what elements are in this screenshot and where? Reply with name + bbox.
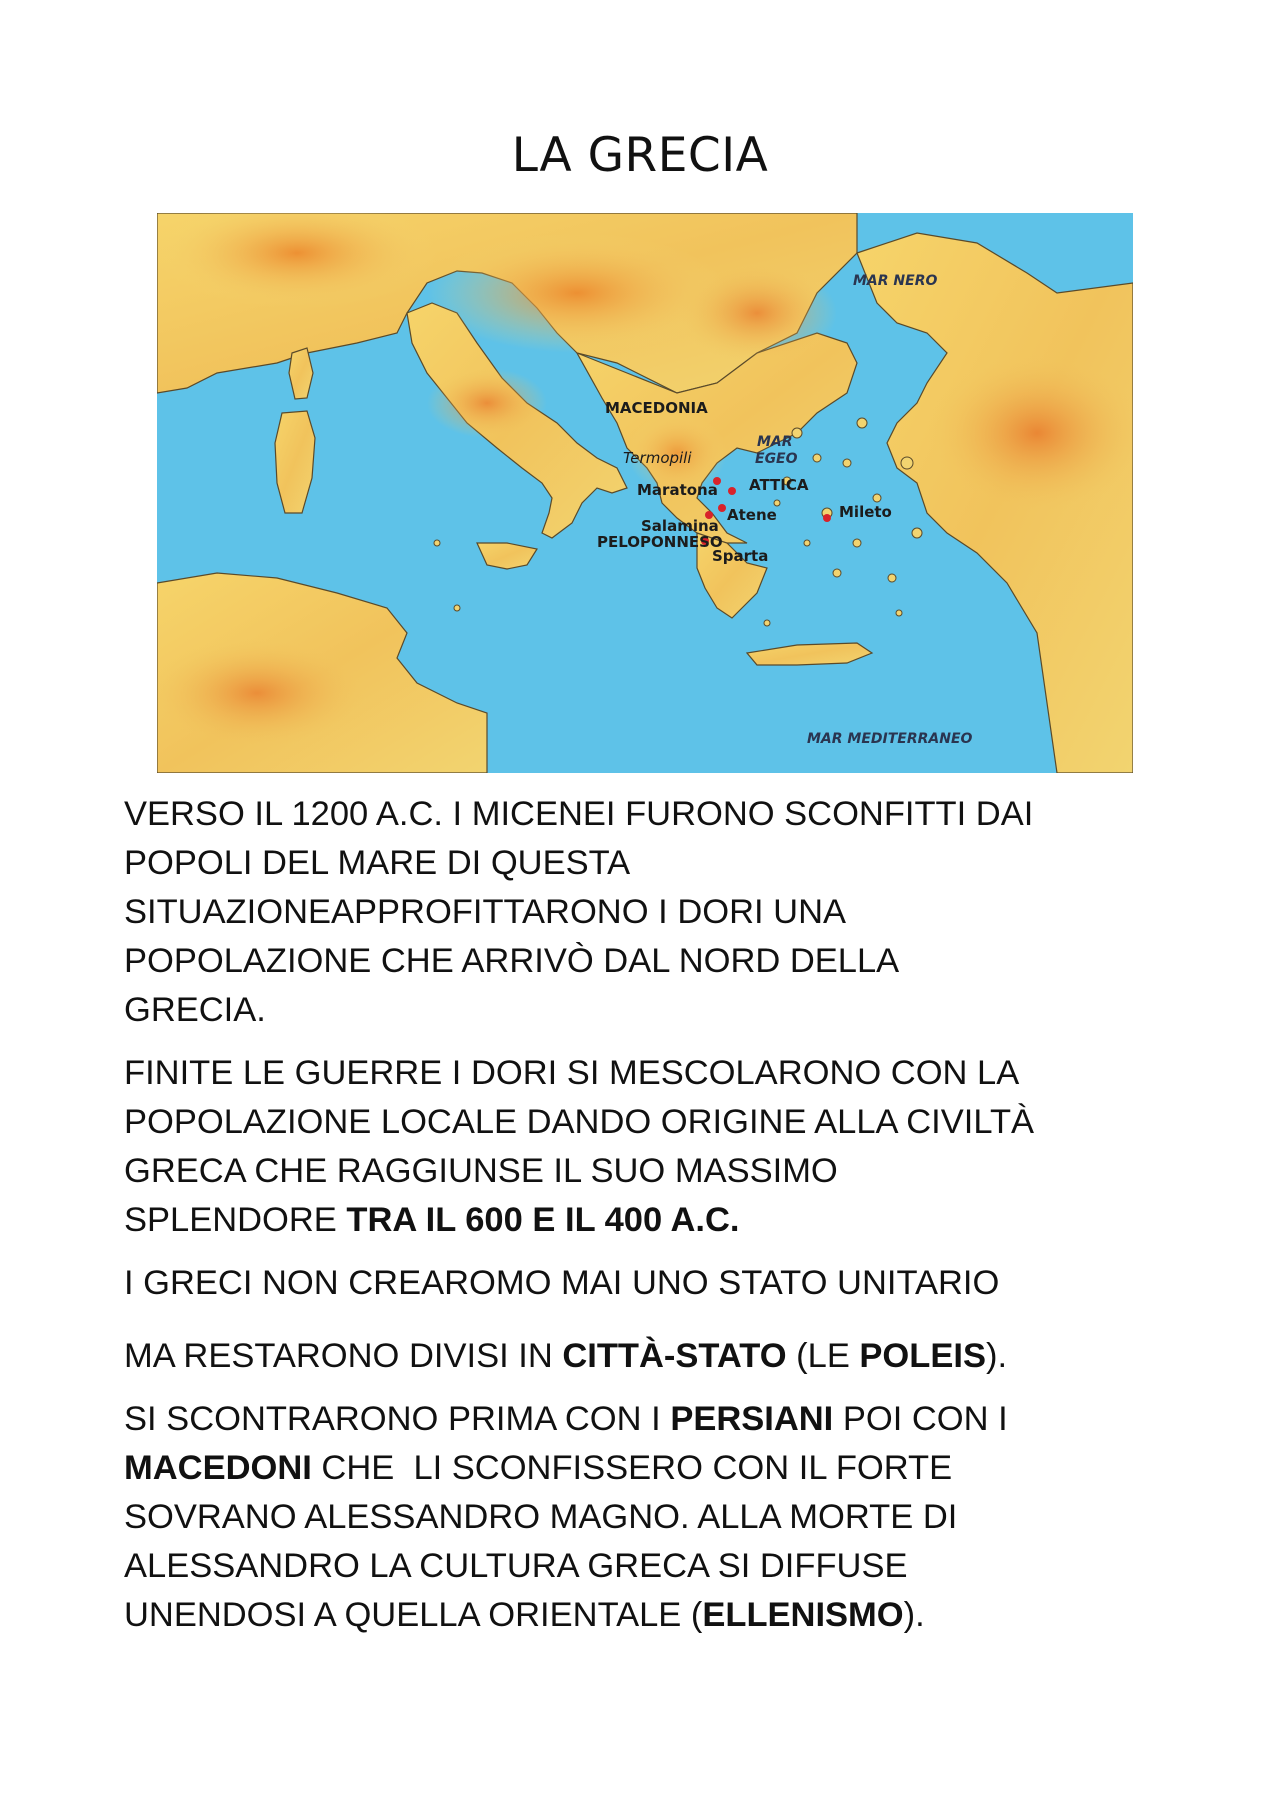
text-line: SOVRANO ALESSANDRO MAGNO. ALLA MORTE DI — [124, 1498, 958, 1536]
page-title: LA GRECIA — [511, 128, 769, 183]
text-line: POPOLAZIONE LOCALE DANDO ORIGINE ALLA CIVILTÀ — [124, 1103, 1035, 1141]
text-line: FINITE LE GUERRE I DORI SI MESCOLARONO CON LA — [124, 1054, 1020, 1092]
label-mar-mediterraneo: MAR MEDITERRANEO — [807, 731, 973, 747]
text-bold: CITTÀ-STATO — [562, 1337, 787, 1375]
text-line — [124, 1196, 1184, 1245]
map-greece — [157, 213, 1133, 773]
label-mileto: Mileto — [839, 503, 892, 521]
text-line — [124, 1591, 1184, 1640]
text-plain: POI CON I — [833, 1400, 1008, 1438]
paragraph-2 — [124, 1049, 1184, 1245]
label-atene: Atene — [727, 506, 777, 524]
text-bold: POLEIS — [859, 1337, 986, 1375]
paragraph-4 — [124, 1395, 1184, 1640]
text-line: VERSO IL 1200 A.C. I MICENEI FURONO SCONFITTI DAI — [124, 795, 1034, 833]
label-termopili: Termopili — [623, 449, 692, 467]
text-bold: TRA IL 600 E IL 400 A.C. — [346, 1201, 740, 1239]
text-line: ALESSANDRO LA CULTURA GRECA SI DIFFUSE — [124, 1547, 908, 1585]
label-mar-egeo-2: EGEO — [755, 451, 798, 467]
text-bold: MACEDONI — [124, 1449, 312, 1487]
text-bold: PERSIANI — [670, 1400, 834, 1438]
text-plain: UNENDOSI A QUELLA ORIENTALE ( — [124, 1596, 703, 1634]
paragraph-3 — [124, 1259, 1184, 1381]
body-text — [124, 790, 1184, 1654]
text-plain: ). — [903, 1596, 925, 1634]
label-mar-egeo-1: MAR — [757, 434, 793, 450]
text-line: POPOLI DEL MARE DI QUESTA — [124, 844, 631, 882]
label-salamina: Salamina — [641, 517, 719, 535]
text-line — [124, 1332, 1184, 1381]
text-line: I GRECI NON CREAROMO MAI UNO STATO UNITARIO — [124, 1264, 1000, 1302]
label-sparta: Sparta — [712, 547, 769, 565]
text-line — [124, 1444, 1184, 1493]
label-maratona: Maratona — [637, 481, 718, 499]
text-plain: (LE — [786, 1337, 860, 1375]
text-plain: MA RESTARONO DIVISI IN — [124, 1337, 563, 1375]
map-image — [157, 213, 1133, 773]
text-line: GRECIA. — [124, 991, 266, 1029]
text-plain: SPLENDORE — [124, 1201, 347, 1239]
label-attica: ATTICA — [749, 476, 809, 494]
label-macedonia: MACEDONIA — [605, 399, 708, 417]
paragraph-1 — [124, 790, 1184, 1035]
text-line: GRECA CHE RAGGIUNSE IL SUO MASSIMO — [124, 1152, 838, 1190]
text-line: POPOLAZIONE CHE ARRIVÒ DAL NORD DELLA — [124, 942, 900, 980]
label-peloponneso: PELOPONNESO — [597, 533, 723, 551]
text-plain: SI SCONTRARONO PRIMA CON I — [124, 1400, 671, 1438]
text-line: SITUAZIONEAPPROFITTARONO I DORI UNA — [124, 893, 846, 931]
label-mar-nero: MAR NERO — [853, 273, 938, 289]
text-line — [124, 1395, 1184, 1444]
text-bold: ELLENISMO — [702, 1596, 904, 1634]
text-plain: CHE LI SCONFISSERO CON IL FORTE — [311, 1449, 953, 1487]
text-plain: ). — [985, 1337, 1008, 1375]
